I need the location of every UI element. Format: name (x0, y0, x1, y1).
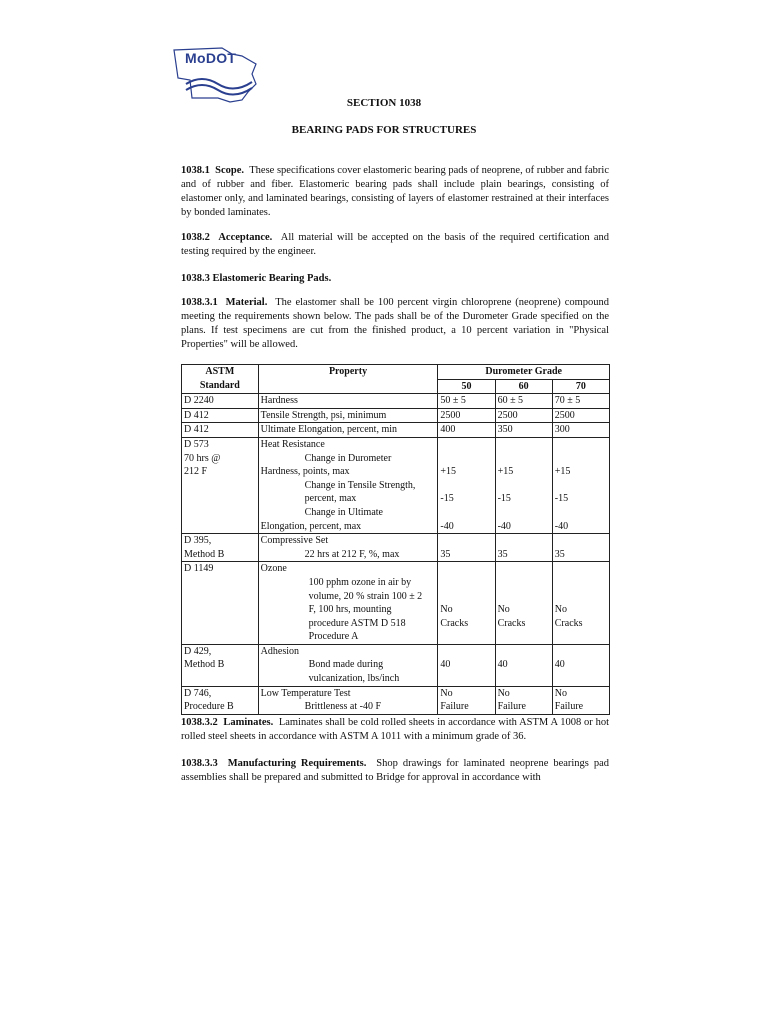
value-cell: +15 -15 -40 (495, 437, 552, 533)
property-header: Property (258, 365, 438, 394)
value-cell: 400 (438, 423, 495, 438)
table-row (182, 437, 610, 533)
astm-header: ASTM Standard (182, 365, 259, 394)
value-cell: 2500 (552, 408, 609, 423)
grade-60: 60 (495, 379, 552, 394)
property-cell: Hardness (258, 394, 438, 409)
elastomeric-heading: 1038.3 Elastomeric Bearing Pads. (181, 273, 332, 284)
value-cell: +15 -15 -40 (552, 437, 609, 533)
material-number: 1038.3.1 (181, 297, 218, 308)
value-cell: No Cracks (438, 562, 495, 645)
section-title: BEARING PADS FOR STRUCTURES (291, 124, 477, 136)
value-cell: 40 (552, 644, 609, 686)
value-cell: No Cracks (552, 562, 609, 645)
value-cell: 40 (495, 644, 552, 686)
table-row (182, 408, 610, 423)
laminates-title: Laminates. (223, 717, 274, 728)
value-cell: 35 (438, 534, 495, 562)
astm-cell: D 395, Method B (182, 534, 259, 562)
value-cell: 350 (495, 423, 552, 438)
value-cell: 300 (552, 423, 609, 438)
property-cell: Ozone 100 pphm ozone in air by volume, 20 % strain 100 ± 2 F, 100 hrs, mounting procedure ASTM D 518 Procedure A (258, 562, 438, 645)
acceptance-paragraph (181, 231, 609, 259)
table-row (182, 562, 610, 645)
astm-cell: D 2240 (182, 394, 259, 409)
property-cell: Adhesion Bond made during vulcanization, lbs/inch (258, 644, 438, 686)
table-row (182, 394, 610, 409)
grade-50: 50 (438, 379, 495, 394)
durometer-table (181, 364, 610, 715)
scope-number: 1038.1 (181, 165, 210, 176)
value-cell: No Cracks (495, 562, 552, 645)
scope-title: Scope. (215, 165, 244, 176)
value-cell: 60 ± 5 (495, 394, 552, 409)
astm-cell: D 429, Method B (182, 644, 259, 686)
manufacturing-number: 1038.3.3 (181, 758, 218, 769)
property-cell: Low Temperature Test Brittleness at -40 F (258, 686, 438, 714)
astm-cell: D 412 (182, 408, 259, 423)
table-row (182, 686, 610, 714)
value-cell: 2500 (438, 408, 495, 423)
material-title: Material. (225, 297, 268, 308)
table-row (182, 534, 610, 562)
acceptance-number: 1038.2 (181, 232, 210, 243)
astm-cell: D 573 70 hrs @ 212 F (182, 437, 259, 533)
section-number: SECTION 1038 (346, 97, 422, 109)
property-cell: Ultimate Elongation, percent, min (258, 423, 438, 438)
acceptance-text: All material will be accepted on the basis of the required certification and testing required by the engineer. (181, 232, 610, 257)
laminates-paragraph (181, 716, 609, 744)
laminates-number: 1038.3.2 (181, 717, 218, 728)
manufacturing-title: Manufacturing Requirements. (227, 758, 367, 769)
laminates-text: Laminates shall be cold rolled sheets in accordance with ASTM A 1008 or hot rolled steel sheets in accordance with ASTM A 1011 with a minimum grade of 36. (181, 717, 610, 742)
astm-cell: D 412 (182, 423, 259, 438)
value-cell: No Failure (495, 686, 552, 714)
table-row (182, 644, 610, 686)
property-cell: Tensile Strength, psi, minimum (258, 408, 438, 423)
value-cell: 40 (438, 644, 495, 686)
material-text: The elastomer shall be 100 percent virgin chloroprene (neoprene) compound meeting the requirements shown below. The pads shall be of the Durometer Grade specified on the plans. If test specimens are cut from the finished product, a 10 percent variation in "Physical Properties" will be allowed. (181, 297, 610, 350)
grade-70: 70 (552, 379, 609, 394)
manufacturing-paragraph (181, 757, 609, 785)
value-cell: +15 -15 -40 (438, 437, 495, 533)
table-row (182, 423, 610, 438)
manufacturing-text: Shop drawings for laminated neoprene bearings pad assemblies shall be prepared and submitted to Bridge for approval in accordance with (181, 758, 610, 783)
scope-text: These specifications cover elastomeric bearing pads of neoprene, of rubber and fabric and of rubber and fiber. Elastomeric bearing pads shall include plain bearings, consisting of elastomer only, and laminated bearings, consisting of layers of elastomer restrained at their interfaces by bonded laminates. (181, 165, 610, 218)
scope-paragraph (181, 164, 609, 220)
value-cell: 50 ± 5 (438, 394, 495, 409)
acceptance-title: Acceptance. (218, 232, 273, 243)
astm-cell: D 746, Procedure B (182, 686, 259, 714)
property-cell: Compressive Set 22 hrs at 212 F, %, max (258, 534, 438, 562)
durometer-header: Durometer Grade (438, 365, 610, 380)
value-cell: 70 ± 5 (552, 394, 609, 409)
value-cell: 2500 (495, 408, 552, 423)
table-header-row (182, 365, 610, 380)
value-cell: 35 (495, 534, 552, 562)
material-paragraph (181, 296, 609, 352)
value-cell: No Failure (438, 686, 495, 714)
logo-text: MoDOT (185, 50, 237, 66)
value-cell: 35 (552, 534, 609, 562)
property-cell: Heat Resistance Change in Durometer Hardness, points, max Change in Tensile Strength, percent, max Change in Ultimate Elongation, percent, max (258, 437, 438, 533)
astm-cell: D 1149 (182, 562, 259, 645)
value-cell: No Failure (552, 686, 609, 714)
